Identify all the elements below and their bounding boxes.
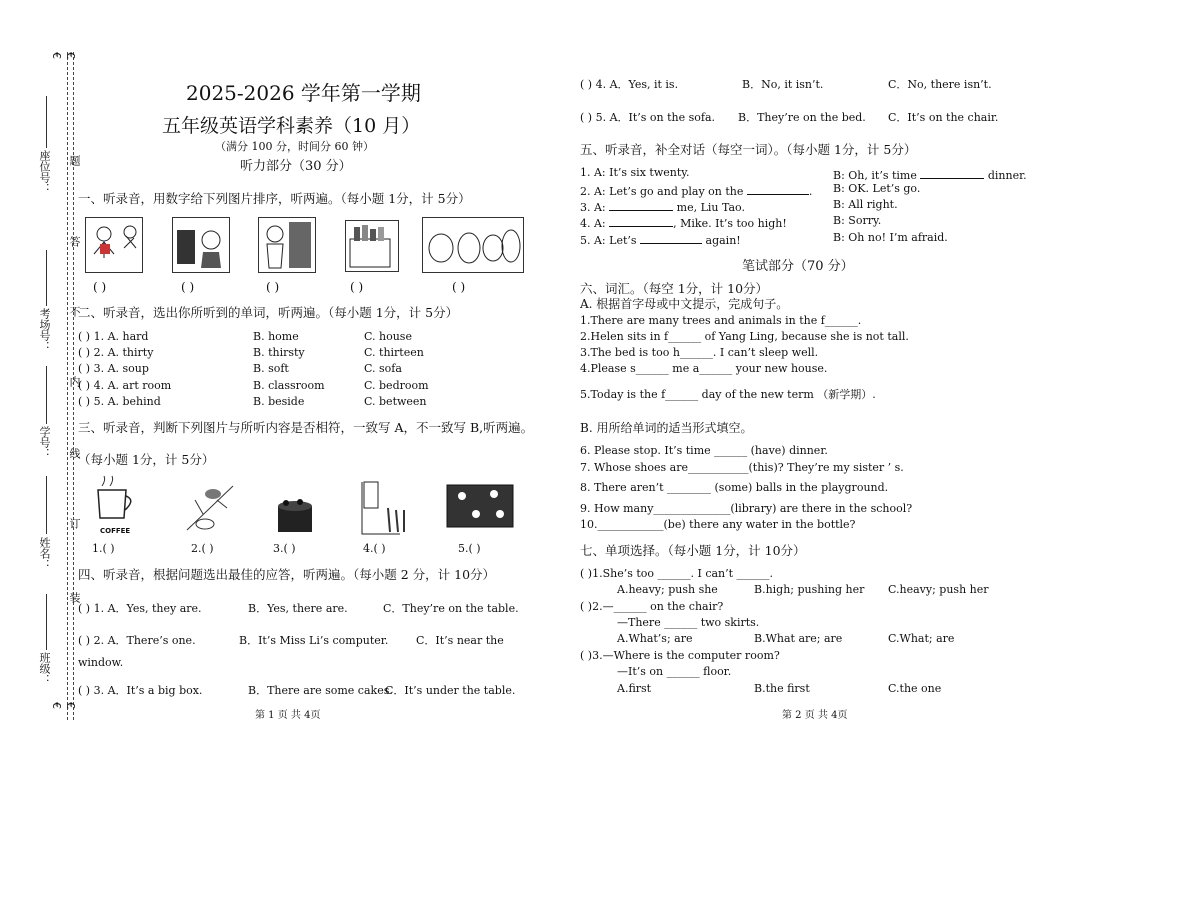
picture-blank[interactable]: ( ) <box>452 280 466 294</box>
option-b: B. classroom <box>253 379 325 392</box>
seat-line <box>46 96 47 148</box>
choice-option: C.the one <box>888 682 942 695</box>
option-c: C. between <box>364 395 427 408</box>
vocab-item: 2.Helen sits in f______ of Yang Ling, because she is not tall. <box>580 330 909 343</box>
form-item: 10.____________(be) there any water in the bottle? <box>580 518 856 531</box>
question-4-1: ( ) 1. A．Yes, they are. <box>78 602 202 615</box>
form-item: 8. There aren’t ________ (some) balls in the playground. <box>580 481 889 494</box>
section-5-heading: 五、听录音，补全对话（每空一词）。（每小题 1分，计 5分） <box>580 142 917 157</box>
exam-info: （满分 100 分，时间分 60 钟） <box>215 140 374 153</box>
option-b: B. thirsty <box>253 346 305 359</box>
binding-mark-bottom: € <box>50 702 63 709</box>
seat-label: 座位号： <box>38 150 51 194</box>
question-4-3: ( ) 3. A．It’s a big box. <box>78 684 203 697</box>
choice-question-line: —There ______ two skirts. <box>617 616 760 629</box>
picture-and-umbrellas-picture <box>360 480 414 536</box>
option-b: B. home <box>253 330 299 343</box>
dialog-a: 1. A: It’s six twenty. <box>580 166 690 179</box>
option-b: B．Yes, there are. <box>248 602 348 615</box>
form-item: 7. Whose shoes are___________(this)? They’re my sister ’ s. <box>580 461 904 474</box>
binding-mark-top: € <box>50 52 63 59</box>
exam-title: 五年级英语学科素养（10 月） <box>162 115 421 137</box>
class-line <box>46 594 47 650</box>
dialog-b: B: OK. Let’s go. <box>833 182 921 195</box>
option-c: C. sofa <box>364 362 402 375</box>
choice-option: C.What; are <box>888 632 955 645</box>
section-2-heading: 二、听录音，选出你所听到的单词，听两遍。（每小题 1分，计 5分） <box>78 305 459 320</box>
section-7-heading: 七、单项选择。（每小题 1分，计 10分） <box>580 543 806 558</box>
question-2-1: ( ) 1. A. hard <box>78 330 149 343</box>
option-c: C．It’s under the table. <box>385 684 516 697</box>
option-b: B．They’re on the bed. <box>738 111 866 124</box>
bird-on-branch-picture <box>183 478 239 536</box>
option-c: C．No, there isn’t. <box>888 78 992 91</box>
section-4-heading: 四、听录音，根据问题选出最佳的应答，听两遍。（每小题 2 分，计 10分） <box>78 567 496 582</box>
option-b: B．No, it isn’t. <box>742 78 824 91</box>
option-c: C. house <box>364 330 412 343</box>
option-b: B. soft <box>253 362 289 375</box>
form-item: 9. How many______________(library) are there in the school? <box>580 502 913 515</box>
student-no-label: 学号： <box>38 426 51 459</box>
picture-blank[interactable]: ( ) <box>266 280 280 294</box>
answer-blank[interactable] <box>640 231 702 244</box>
form-item: 6. Please stop. It’s time ______ (have) dinner. <box>580 444 828 457</box>
option-c: C．It’s near the <box>416 634 504 647</box>
answer-blank[interactable] <box>609 214 673 227</box>
question-2-3: ( ) 3. A. soup <box>78 362 149 375</box>
fold-mark: 线 <box>68 448 81 459</box>
answer-blank[interactable] <box>920 166 984 179</box>
page-footer-right: 第 2 页 共 4页 <box>782 710 848 721</box>
judge-blank[interactable]: 5.( ) <box>458 542 481 555</box>
question-4-2: ( ) 2. A．There’s one. <box>78 634 196 647</box>
option-b: B．There are some cakes. <box>248 684 393 697</box>
dialog-a: 2. A: Let’s go and play on the . <box>580 182 812 198</box>
option-b: B. beside <box>253 395 305 408</box>
section-6-part-a: A. 根据首字母或中文提示，完成句子。 <box>580 297 789 311</box>
coffee-label: COFFEE <box>100 527 131 535</box>
picture-blank[interactable]: ( ) <box>181 280 195 294</box>
fold-mark: 不 <box>68 306 81 317</box>
vocab-item: 5.Today is the f______ day of the new term （新学期）. <box>580 388 876 401</box>
student-no-line <box>46 366 47 424</box>
choice-option: C.heavy; push her <box>888 583 989 596</box>
section-3-heading: 三、听录音，判断下列图片与所听内容是否相符，一致写 A，不一致写 B,听两遍。 <box>78 420 534 435</box>
picture-blank[interactable]: ( ) <box>350 280 364 294</box>
dialog-a: 3. A: me, Liu Tao. <box>580 198 745 214</box>
term-title: 2025-2026 学年第一学期 <box>186 81 421 105</box>
board-picture <box>446 484 514 528</box>
choice-option: B.What are; are <box>754 632 843 645</box>
animals-picture <box>422 217 524 273</box>
question-2-2: ( ) 2. A. thirty <box>78 346 154 359</box>
choice-option: B.the first <box>754 682 810 695</box>
dialog-b: B: Oh, it’s time dinner. <box>833 166 1027 182</box>
choice-option: A.What’s; are <box>617 632 693 645</box>
choice-question-line: —It’s on ______ floor. <box>617 665 732 678</box>
dialog-b: B: Sorry. <box>833 214 882 227</box>
section-1-heading: 一、听录音，用数字给下列图片排序，听两遍。（每小题 1分，计 5分） <box>78 191 471 206</box>
choice-question: ( )1.She’s too ______. I can’t ______. <box>580 567 774 580</box>
question-4-5: ( ) 5. A．It’s on the sofa. <box>580 111 716 124</box>
kids-fighting-picture <box>85 217 143 273</box>
option-b: B．It’s Miss Li’s computer. <box>239 634 389 647</box>
question-2-5: ( ) 5. A. behind <box>78 395 161 408</box>
section-3-score: （每小题 1分，计 5分） <box>78 452 215 467</box>
boy-and-scared-girl-picture <box>172 217 230 273</box>
option-c: C．It’s on the chair. <box>888 111 999 124</box>
dialog-a: 5. A: Let’s again! <box>580 231 741 247</box>
dialog-b: B: All right. <box>833 198 898 211</box>
girl-at-fridge-picture <box>258 217 316 273</box>
choice-option: A.heavy; push she <box>617 583 718 596</box>
writing-part-title: 笔试部分（70 分） <box>742 259 854 274</box>
listening-part-title: 听力部分（30 分） <box>240 159 352 174</box>
option-c: C. thirteen <box>364 346 424 359</box>
fold-mark: 装 <box>68 592 81 603</box>
question-4-4: ( ) 4. A．Yes, it is. <box>580 78 679 91</box>
option-c: C. bedroom <box>364 379 429 392</box>
class-label: 班级： <box>38 652 51 685</box>
picture-blank[interactable]: ( ) <box>93 280 107 294</box>
binding-mark-top2: € <box>64 52 77 59</box>
judge-blank[interactable]: 3.( ) <box>273 542 296 555</box>
question-2-4: ( ) 4. A. art room <box>78 379 172 392</box>
judge-blank[interactable]: 2.( ) <box>191 542 214 555</box>
fold-mark: 内 <box>68 376 81 387</box>
page-footer-left: 第 1 页 共 4页 <box>255 710 321 721</box>
cake-picture <box>272 492 318 536</box>
name-line <box>46 476 47 534</box>
room-line <box>46 250 47 306</box>
dialog-b: B: Oh no! I’m afraid. <box>833 231 948 244</box>
section-6-part-b: B. 用所给单词的适当形式填空。 <box>580 421 753 435</box>
dialog-a: 4. A: , Mike. It’s too high! <box>580 214 787 230</box>
answer-blank[interactable] <box>609 198 673 211</box>
choice-option: B.high; pushing her <box>754 583 865 596</box>
judge-blank[interactable]: 4.( ) <box>363 542 386 555</box>
fold-mark: 题 <box>68 155 81 166</box>
choice-option: A.first <box>617 682 652 695</box>
answer-blank[interactable] <box>747 182 809 195</box>
vocab-item: 3.The bed is too h______. I can’t sleep well. <box>580 346 819 359</box>
binding-mark-bottom2: € <box>64 702 77 709</box>
fold-mark: 订 <box>68 518 81 529</box>
judge-blank[interactable]: 1.( ) <box>92 542 115 555</box>
choice-question: ( )3.—Where is the computer room? <box>580 649 780 662</box>
vocab-item: 4.Please s______ me a______ your new house. <box>580 362 828 375</box>
option-c: C．They’re on the table. <box>383 602 519 615</box>
name-label: 姓名： <box>38 537 51 570</box>
section-6-heading: 六、词汇。（每空 1分，计 10分） <box>580 281 769 296</box>
shelf-books-picture <box>345 220 399 272</box>
vocab-item: 1.There are many trees and animals in the f______. <box>580 314 862 327</box>
room-label: 考场号： <box>38 308 51 352</box>
choice-question: ( )2.—______ on the chair? <box>580 600 724 613</box>
question-wrap: window. <box>78 656 124 669</box>
fold-mark: 答 <box>68 236 81 247</box>
